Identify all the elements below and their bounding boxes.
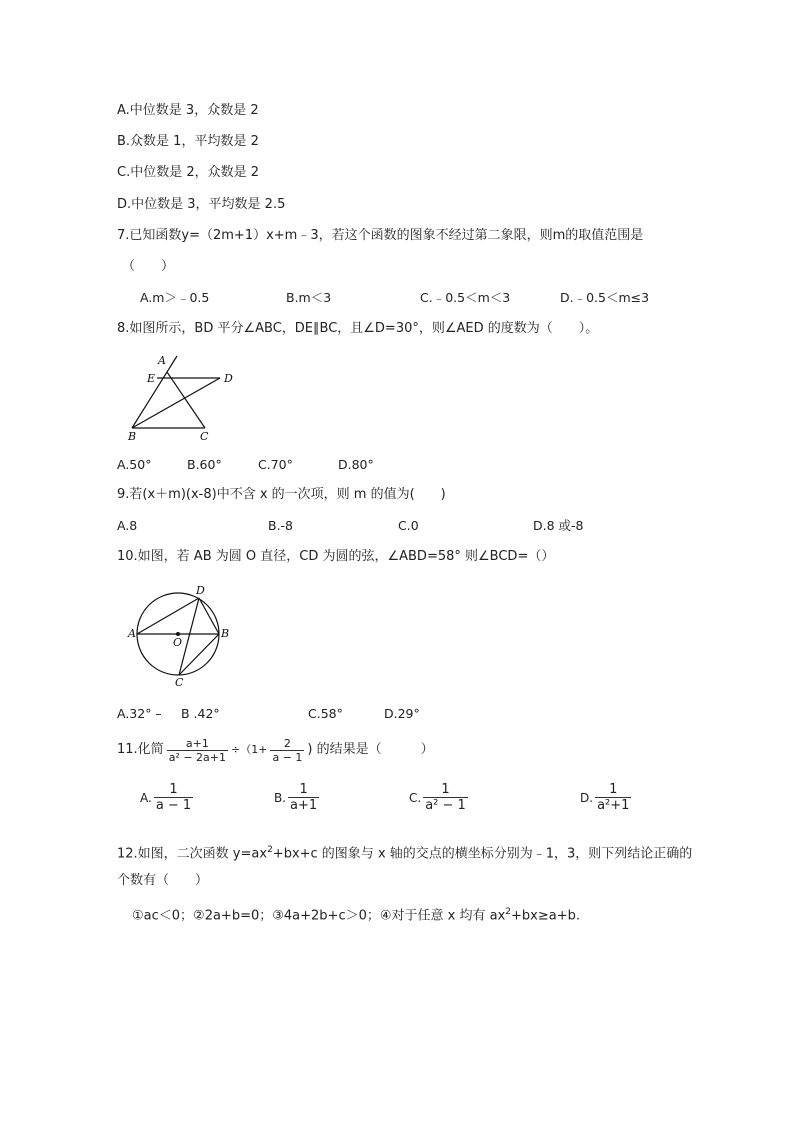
q11-stem <box>117 733 434 767</box>
q8-label-d: D <box>224 372 233 385</box>
q8-option-c: C.70° <box>258 457 293 472</box>
q7-option-d: D.﹣0.5＜m≤3 <box>560 290 650 305</box>
q7-option-a: A.m＞﹣0.5 <box>140 290 210 305</box>
q6-option-a: A.中位数是 3，众数是 2 <box>117 103 259 118</box>
line-bd <box>199 598 219 634</box>
q10-label-a: A <box>128 627 136 640</box>
q8-triangle-figure <box>120 350 250 445</box>
q9-option-d: D.8 或-8 <box>533 518 584 533</box>
q11-fraction-1: $\frac{a+1}{\text{a² − 2a+1}}$ <box>168 736 227 764</box>
q11-option-a: A. $\frac{1}{a - 1}$ <box>140 782 192 813</box>
q10-option-d: D.29° <box>384 706 420 721</box>
q6-option-b: B.众数是 1，平均数是 2 <box>117 134 259 149</box>
line-ac <box>167 372 205 428</box>
q6-option-d: D.中位数是 3，平均数是 2.5 <box>117 197 286 212</box>
q10-circle-figure <box>122 582 237 690</box>
q8-label-e: E <box>147 372 156 385</box>
q7-option-b: B.m＜3 <box>286 290 332 305</box>
q9-stem: 9.若(x＋m)(x-8)中不含 x 的一次项，则 m 的值为( ) <box>117 487 446 502</box>
q11-option-d: D. $\frac{1}{\text{a²+1}}$ <box>580 782 630 813</box>
q10-option-a: A.32° – <box>117 706 162 721</box>
q10-label-c: C <box>175 676 184 689</box>
q9-option-a: A.8 <box>117 518 138 533</box>
q10-label-o: O <box>173 636 183 649</box>
q10-stem: 10.如图，若 AB 为圆 O 直径，CD 为圆的弦，∠ABD=58° 则∠BCD=（） <box>117 549 555 564</box>
q11-fraction-2: $\frac{2}{a - 1}$ <box>272 736 303 764</box>
q8-stem: 8.如图所示，BD 平分∠ABC，DE∥BC，且∠D=30°，则∠AED 的度数为（ ）。 <box>117 321 599 336</box>
q7-stem: 7.已知函数y=（2m+1）x+m﹣3，若这个函数的图象不经过第二象限，则m的取值范围是 <box>117 228 644 243</box>
line-ad <box>137 598 199 634</box>
q10-label-b: B <box>221 627 230 640</box>
q8-label-a: A <box>158 354 166 367</box>
q10-option-c: C.58° <box>308 706 343 721</box>
q8-option-d: D.80° <box>338 457 374 472</box>
q7-paren: （ ） <box>122 259 175 274</box>
q8-option-b: B.60° <box>187 457 222 472</box>
q8-label-b: B <box>128 430 137 443</box>
q8-label-c: C <box>200 430 209 443</box>
q9-option-b: B.-8 <box>268 518 294 533</box>
q8-option-a: A.50° <box>117 457 152 472</box>
line-ab <box>132 356 177 428</box>
q12-stem: 12.如图，二次函数 $y=ax^2+bx+c$ 的图象与 x 轴的交点的横坐标分别为﹣1，3，则下列结论正确的 <box>117 845 693 862</box>
q10-label-d: D <box>196 584 205 597</box>
q6-option-c: C.中位数是 2，众数是 2 <box>117 165 260 180</box>
q12-conclusions: ①ac＜0；②2a+b=0；③4a+2b+c＞0；④对于任意 x 均有 $ax^2+bx\ge a+b$. <box>132 907 580 924</box>
q11-option-b: B. $\frac{1}{a+1}$ <box>274 782 318 813</box>
q11-suffix: ) 的结果是（ ） <box>307 742 434 757</box>
q7-option-c: C.﹣0.5＜m＜3 <box>420 290 511 305</box>
q11-option-c: C. $\frac{1}{\text{a² − 1}}$ <box>409 782 466 813</box>
q10-option-b: B .42° <box>181 706 220 721</box>
q12-stem-line2: 个数有（ ） <box>117 873 209 888</box>
q11-divide: ÷（1+ <box>231 743 268 756</box>
q9-option-c: C.0 <box>398 518 419 533</box>
q11-prefix: 11.化简 <box>117 742 164 757</box>
